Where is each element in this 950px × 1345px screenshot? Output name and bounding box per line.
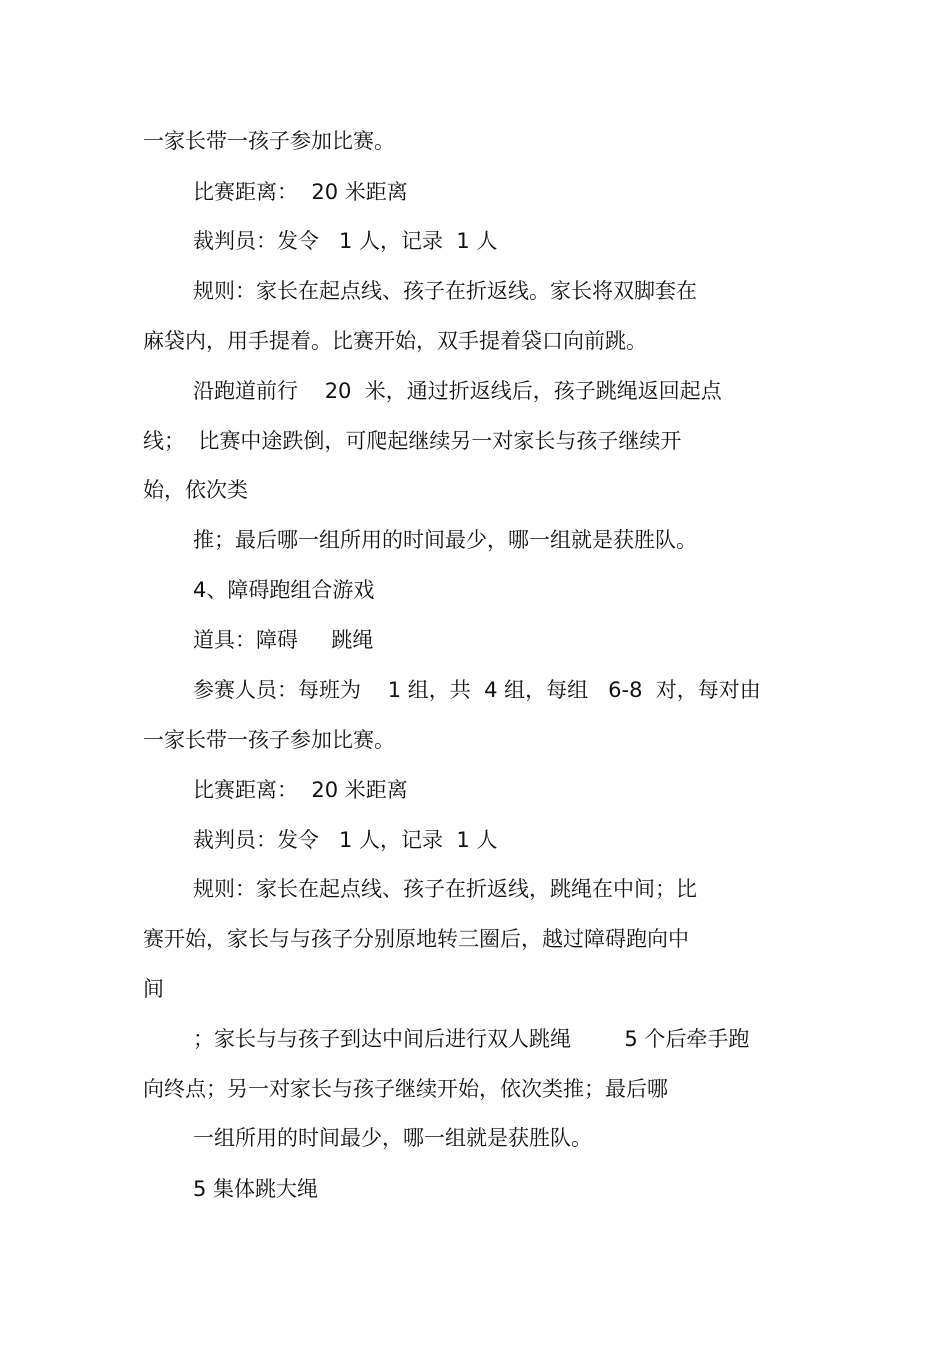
text-line: 一家长带一孩子参加比赛。 (143, 129, 395, 153)
text-line: 参赛人员：每班为 1 组，共 4 组，每组 6-8 对，每对由 (193, 678, 761, 702)
text-line: 麻袋内，用手提着。比赛开始，双手提着袋口向前跳。 (143, 329, 647, 353)
text-line: 裁判员：发令 1 人，记录 1 人 (193, 828, 498, 852)
text-line: 赛开始，家长与与孩子分别原地转三圈后，越过障碍跑向中 (143, 927, 689, 951)
text-line: 比赛距离： 20 米距离 (193, 180, 408, 204)
text-line: 始，依次类 (143, 478, 248, 502)
text-line: 裁判员：发令 1 人，记录 1 人 (193, 229, 498, 253)
section-heading: 5 集体跳大绳 (193, 1177, 319, 1201)
text-line: 道具：障碍 跳绳 (193, 628, 374, 652)
text-line: 向终点；另一对家长与孩子继续开始，依次类推；最后哪 (143, 1077, 668, 1101)
text-line: 间 (143, 977, 164, 1001)
text-line: 一家长带一孩子参加比赛。 (143, 728, 395, 752)
text-line: 推；最后哪一组所用的时间最少，哪一组就是获胜队。 (193, 528, 697, 552)
section-heading: 4、障碍跑组合游戏 (193, 578, 375, 602)
text-line: 沿跑道前行 20 米，通过折返线后，孩子跳绳返回起点 (193, 379, 722, 403)
text-line: 规则：家长在起点线、孩子在折返线，跳绳在中间；比 (193, 877, 697, 901)
text-line: 比赛距离： 20 米距离 (193, 778, 408, 802)
text-line: 线； 比赛中途跌倒，可爬起继续另一对家长与孩子继续开 (143, 429, 682, 453)
text-line: ；家长与与孩子到达中间后进行双人跳绳 5 个后牵手跑 (193, 1027, 750, 1051)
text-line: 一组所用的时间最少，哪一组就是获胜队。 (193, 1126, 592, 1150)
text-line: 规则：家长在起点线、孩子在折返线。家长将双脚套在 (193, 279, 697, 303)
